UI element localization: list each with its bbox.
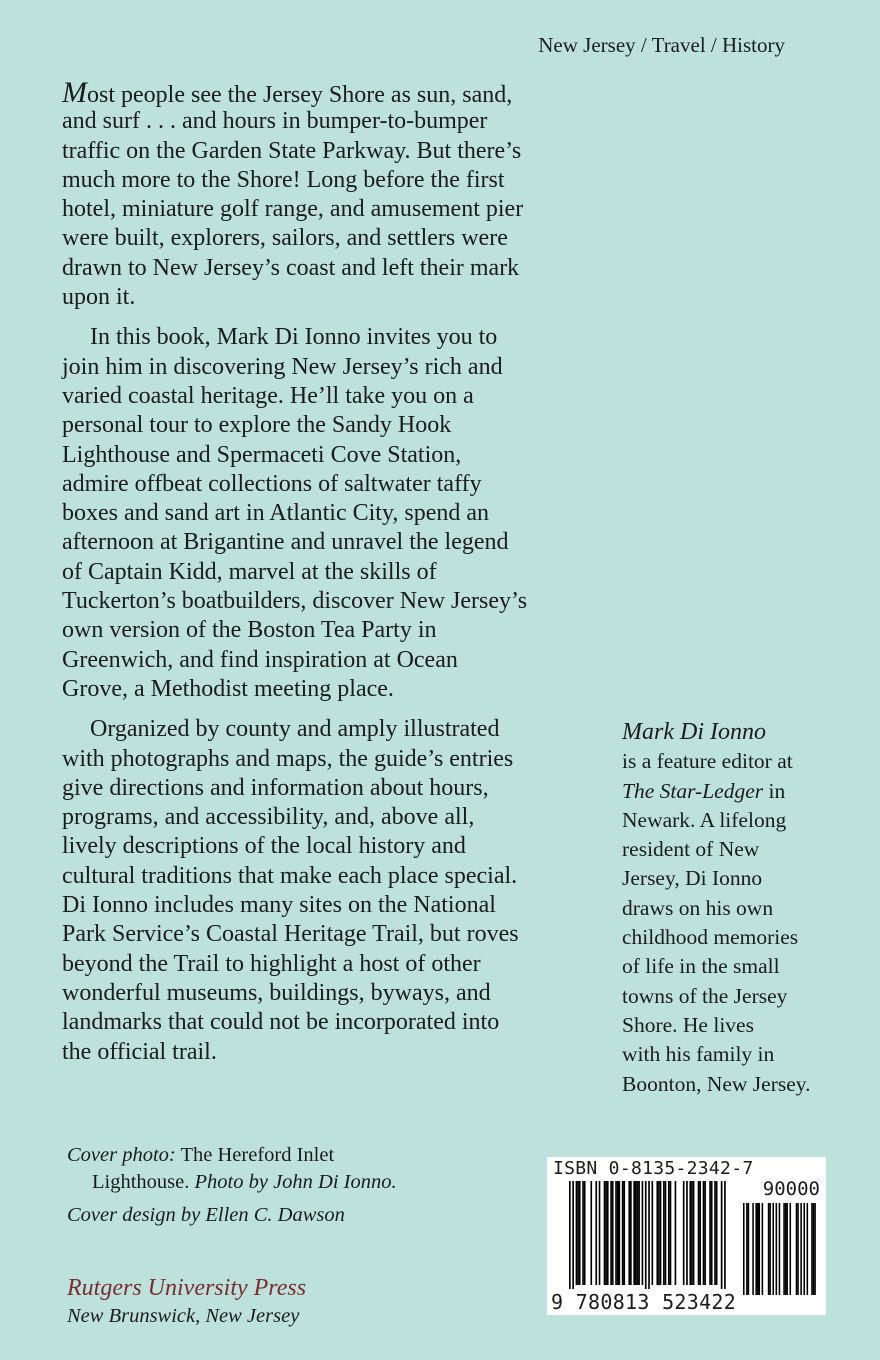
addon-bar [743,1203,745,1295]
publisher-location: New Brunswick, New Jersey [67,1305,300,1327]
addon-bar [755,1203,757,1295]
barcode-bar [604,1181,606,1285]
barcode-bar [576,1181,578,1285]
barcode-bar [724,1181,726,1289]
bio-lines [622,806,862,1099]
text-line: Organized by county and amply illustrated [90,716,500,743]
barcode-bar [714,1181,716,1285]
barcode-bar [630,1181,632,1285]
addon-bar [790,1203,792,1295]
photo-credit [67,1142,397,1169]
newspaper-name: The Star-Ledger [622,778,764,803]
addon-bar [762,1203,764,1295]
barcode-bar [605,1181,607,1285]
addon-bar [803,1203,805,1295]
text-line: traffic on the Garden State Parkway. But there’s [62,137,522,164]
barcode-bar [628,1181,630,1285]
isbn-barcode [547,1157,826,1315]
barcode-bar [675,1181,677,1285]
photo-subject: Lighthouse. [92,1171,195,1193]
barcode-bar [711,1181,713,1285]
barcode-bar [721,1181,723,1289]
text-line: personal tour to explore the Sandy Hook [62,412,452,439]
text-line: boxes and sand art in Atlantic City, spend an [62,500,490,527]
text-line: lively descriptions of the local history and [62,833,466,860]
text-line: own version of the Boston Tea Party in [62,617,437,644]
text-line: landmarks that could not be incorporated into [62,1009,500,1036]
author-name: Mark Di Ionno [622,719,766,745]
barcode-bar [658,1181,660,1285]
bio-line: Shore. He lives [622,1012,754,1037]
publisher [67,1273,306,1329]
addon-bar [800,1203,802,1295]
text-line: Park Service’s Coastal Heritage Trail, but roves [62,921,519,948]
text-line: Grove, a Methodist meeting place. [62,675,394,702]
barcode-bar [698,1181,700,1285]
addon-bar [769,1203,771,1295]
text-line: the official trail. [62,1038,217,1065]
barcode-bar [615,1181,617,1285]
addon-number: 90000 [762,1178,820,1200]
barcode-bar [656,1181,658,1285]
addon-bar [746,1203,748,1295]
cover-credits [67,1142,397,1229]
publisher-name: Rutgers University Press [67,1275,307,1301]
addon-bar [797,1203,799,1295]
addon-bar [768,1203,770,1295]
photographer: Photo by John Di Ionno. [194,1171,397,1193]
bio-line: of life in the small [622,954,780,979]
addon-bar [813,1203,815,1295]
bio-text: in [763,778,786,803]
bio-line: with his family in [622,1042,775,1067]
barcode-bar [645,1181,647,1289]
addon-bar [811,1203,813,1295]
text-line: much more to the Shore! Long before the first [62,166,505,193]
addon-bar [796,1203,798,1295]
barcode-bar [582,1181,584,1285]
bio-line: draws on his own [622,895,774,920]
text-line: programs, and accessibility, and, above all, [62,804,475,831]
barcode-bar [572,1181,574,1289]
barcode-bar [652,1181,654,1285]
drop-cap: M [62,76,87,109]
barcode-bar [703,1181,705,1285]
description [62,78,597,1078]
text-line: Greenwich, and find inspiration at Ocean [62,646,458,673]
text-line: join him in discovering New Jersey’s rich and [62,353,503,380]
barcode-bar [623,1181,625,1285]
barcode-bar [704,1181,706,1285]
text-line: admire offbeat collections of saltwater taffy [62,470,482,497]
barcode-bar [599,1181,601,1285]
text-line: Tuckerton’s boatbuilders, discover New Jersey’s [62,588,528,615]
barcode-bar [638,1181,640,1285]
text-line: drawn to New Jersey’s coast and left their mark [62,254,520,281]
barcode-bar [716,1181,718,1285]
text-line: of Captain Kidd, marvel at the skills of [62,558,437,585]
paragraph-3 [62,715,597,1067]
photo-label: Cover photo: [67,1144,176,1166]
text-line: upon it. [62,284,136,311]
barcode-bar [633,1181,635,1285]
barcode-bar [569,1181,571,1289]
barcode-bar [648,1181,650,1289]
barcode-bar [665,1181,667,1285]
barcode-bar [709,1181,711,1285]
addon-bar [776,1203,778,1295]
text-line: beyond the Trail to highlight a host of other [62,950,481,977]
barcode-bar [689,1181,691,1285]
addon-bar [785,1203,787,1295]
addon-bar [759,1203,761,1295]
author-bio [622,718,862,1099]
barcode-bar [622,1181,624,1285]
bio-line: Jersey, Di Ionno [622,866,763,891]
barcode-bar [617,1181,619,1285]
photo-credit-cont [67,1169,397,1196]
bio-line: Newark. A lifelong [622,807,787,832]
barcode-bar [579,1181,581,1285]
bio-line: Boonton, New Jersey. [622,1071,811,1096]
bio-line: is a feature editor at [622,749,793,774]
text-line: and surf . . . and hours in bumper-to-bumper [62,108,488,135]
text-line: Most people see the Jersey Shore as sun, sand, [62,76,513,109]
barcode-bar [693,1181,695,1285]
barcode-bar [699,1181,701,1285]
ean-number: 9 780813 523422 [551,1290,737,1314]
addon-bar [752,1203,754,1295]
text-line: Di Ionno includes many sites on the National [62,892,496,919]
text-line: varied coastal heritage. He’ll take you on a [62,382,474,409]
text-line: Lighthouse and Spermaceti Cove Station, [62,441,462,468]
text-line: with photographs and maps, the guide’s entries [62,745,514,772]
barcode-bar [683,1181,685,1285]
addon-bar [757,1203,759,1295]
text-line: In this book, Mark Di Ionno invites you to [90,324,498,351]
barcode-bar [635,1181,637,1285]
barcode-bar [607,1181,609,1285]
addon-bar [783,1203,785,1295]
addon-bar [807,1203,809,1295]
barcode-bar [619,1181,621,1285]
text-line: give directions and information about hours, [62,774,489,801]
text-line: hotel, miniature golf range, and amusement pier [62,196,524,223]
barcode-bar [595,1181,597,1285]
addon-bar [814,1203,816,1295]
category-label: New Jersey / Travel / History [538,33,785,57]
barcode-bar [663,1181,665,1285]
barcode-bar [612,1181,614,1285]
barcode-bar [686,1181,688,1285]
barcode-bar [642,1181,644,1285]
barcode-bar [637,1181,639,1285]
barcode-bar [691,1181,693,1285]
isbn-label: ISBN 0-8135-2342-7 [553,1158,754,1179]
text-line: were built, explorers, sailors, and settlers were [62,225,508,252]
bio-line: resident of New [622,837,760,862]
text-line: cultural traditions that make each place special. [62,862,518,889]
bio-line [622,777,862,806]
text-line: afternoon at Brigantine and unravel the legend [62,529,509,556]
paragraph-1 [62,78,597,312]
barcode-bar [584,1181,586,1285]
addon-bar [772,1203,774,1295]
text-line: wonderful museums, buildings, byways, and [62,979,491,1006]
bio-line: towns of the Jersey [622,983,788,1008]
design-credit: Cover design by Ellen C. Dawson [67,1204,345,1226]
barcode-bar [670,1181,672,1285]
bio-line: childhood memories [622,925,799,950]
barcode-bar [668,1181,670,1285]
addon-bar [779,1203,781,1295]
barcode-bar [590,1181,592,1285]
photo-subject: The Hereford Inlet [175,1144,335,1166]
paragraph-2 [62,323,597,704]
barcode-bar [660,1181,662,1285]
addon-bar [748,1203,750,1295]
barcode-bar [577,1181,579,1285]
addon-bar [786,1203,788,1295]
barcode-bar [610,1181,612,1285]
